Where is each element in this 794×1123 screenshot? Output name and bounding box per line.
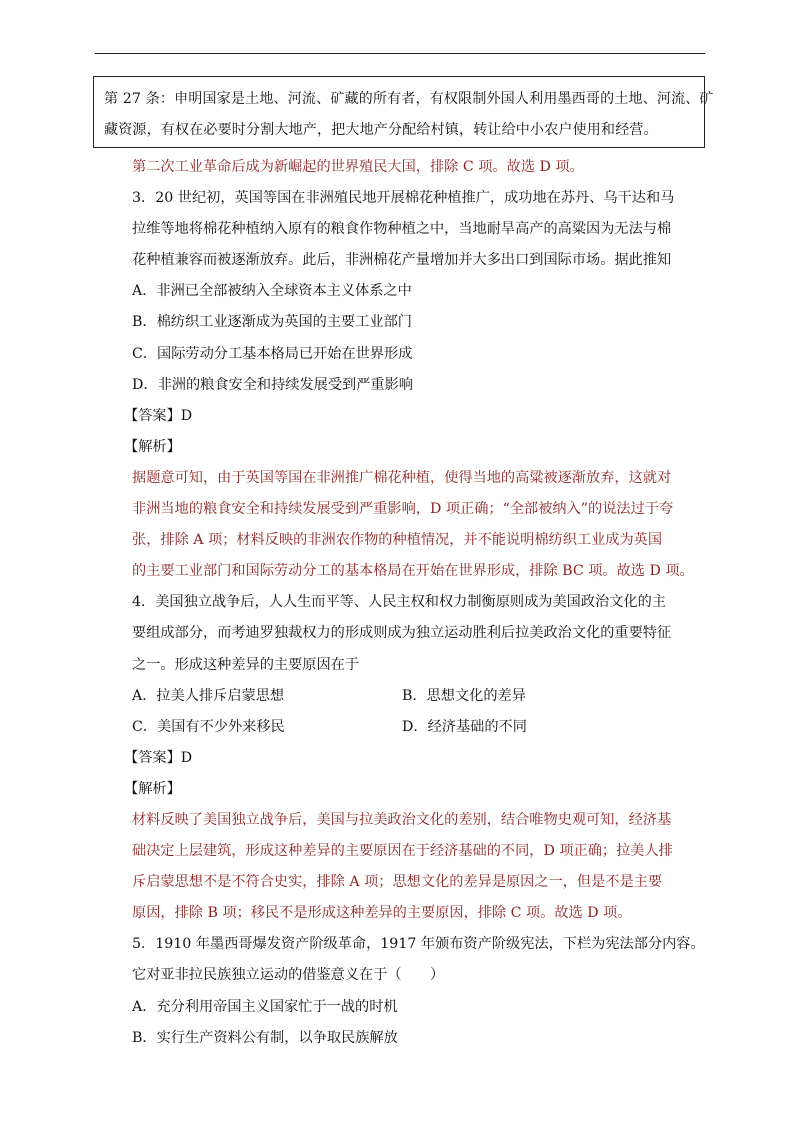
q5-stem-line: 它对亚非拉民族独立运动的借鉴意义在于（ ） (132, 967, 445, 984)
q3-option-a: A．非洲已全部被纳入全球资本主义体系之中 (132, 283, 412, 300)
constitution-excerpt-box (93, 76, 714, 148)
q5-stem-line: 5．1910 年墨西哥爆发资产阶级革命，1917 年颁布资产阶级宪法，下栏为宪法部分内容。 (132, 936, 705, 953)
q4-option-d: D．经济基础的不同 (402, 718, 527, 735)
q3-stem-line: 拉维等地将棉花种植纳入原有的粮食作物种植之中，当地耐旱高产的高粱因为无法与棉 (132, 221, 672, 238)
q4-answer: 【答案】D (124, 749, 193, 766)
q4-analysis-line: 原因，排除 B 项；移民不是形成这种差异的主要原因，排除 C 项。故选 D 项。 (132, 905, 632, 922)
q3-analysis-label: 【解析】 (124, 438, 181, 455)
q4-option-row (132, 712, 672, 743)
q4-stem-line: 要组成部分，而考迪罗独裁权力的形成则成为独立运动胜利后拉美政治文化的重要特征 (132, 625, 672, 642)
q5-option-a: A．充分利用帝国主义国家忙于一战的时机 (132, 998, 398, 1015)
q3-option-d: D．非洲的粮食安全和持续发展受到严重影响 (132, 376, 413, 393)
q4-stem-line: 之一。形成这种差异的主要原因在于 (132, 656, 360, 673)
q3-analysis-line: 张，排除 A 项；材料反映的非洲农作物的种植情况，并不能说明棉纺织工业成为英国 (132, 532, 663, 549)
boxed-line: 藏资源，有权在必要时分割大地产，把大地产分配给村镇，转让给中小农户使用和经营。 (104, 122, 658, 139)
prev-explanation-tail: 第二次工业革命后成为新崛起的世界殖民大国，排除 C 项。故选 D 项。 (132, 159, 584, 175)
q4-option-row (132, 681, 672, 712)
q5-option-b: B．实行生产资料公有制，以争取民族解放 (132, 1029, 398, 1046)
q3-analysis-line: 据题意可知，由于英国等国在非洲推广棉花种植，使得当地的高粱被逐渐放弃，这就对 (132, 469, 672, 486)
boxed-line: 第 27 条：申明国家是土地、河流、矿藏的所有者，有权限制外国人利用墨西哥的土地、河流、矿 (104, 91, 714, 107)
q3-stem-line: 花种植兼容而被逐渐放弃。此后，非洲棉花产量增加并大多出口到国际市场。据此推知 (132, 252, 672, 269)
q4-analysis-label: 【解析】 (124, 780, 181, 797)
q3-stem-line: 3．20 世纪初，英国等国在非洲殖民地开展棉花种植推广，成功地在苏丹、乌干达和马 (132, 190, 675, 207)
q4-analysis-line: 斥启蒙思想不是不符合史实，排除 A 项；思想文化的差异是原因之一，但是不是主要 (132, 874, 663, 891)
q3-analysis-line: 非洲当地的粮食安全和持续发展受到严重影响，D 项正确；“全部被纳入”的说法过于夸 (132, 501, 674, 518)
q3-answer: 【答案】D (124, 407, 193, 424)
question-content (124, 152, 705, 1054)
q4-option-b: B．思想文化的差异 (402, 687, 526, 704)
header-rule (95, 53, 705, 54)
q4-analysis-line: 础决定上层建筑，形成这种差异的主要原因在于经济基础的不同，D 项正确；拉美人排 (132, 843, 673, 860)
q3-analysis-line: 的主要工业部门和国际劳动分工的基本格局在开始在世界形成，排除 BC 项。故选 D 项。 (132, 563, 694, 580)
q4-option-a: A．拉美人排斥启蒙思想 (132, 687, 285, 704)
q3-option-b: B．棉纺织工业逐渐成为英国的主要工业部门 (132, 314, 412, 331)
q3-option-c: C．国际劳动分工基本格局已开始在世界形成 (132, 345, 413, 362)
q4-option-c: C．美国有不少外来移民 (132, 718, 285, 735)
q4-analysis-line: 材料反映了美国独立战争后，美国与拉美政治文化的差别，结合唯物史观可知，经济基 (132, 811, 672, 828)
q4-stem-line: 4．美国独立战争后，人人生而平等、人民主权和权力制衡原则成为美国政治文化的主 (132, 594, 666, 611)
